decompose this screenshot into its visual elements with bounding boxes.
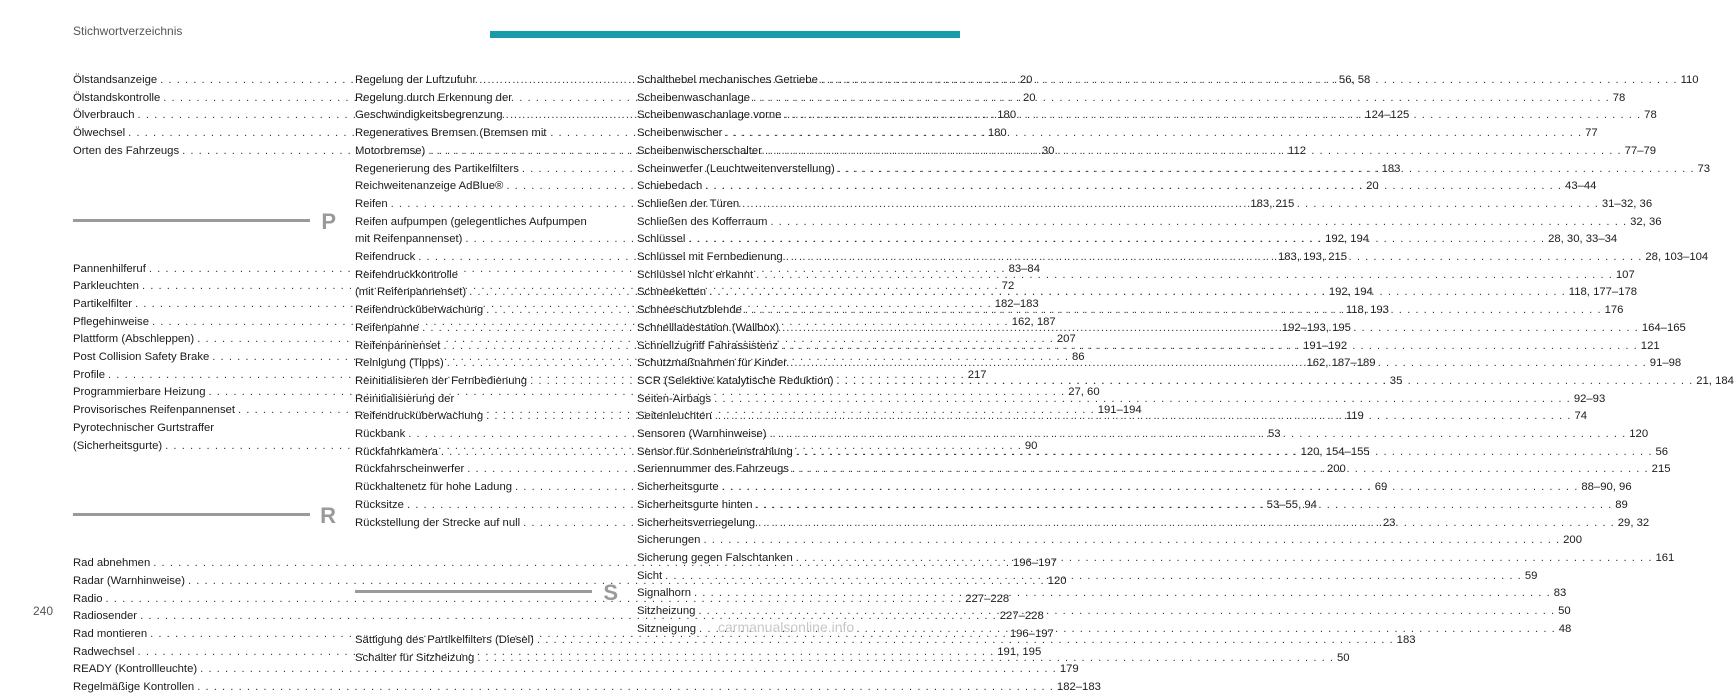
dot-leader — [790, 355, 1647, 373]
index-entry-pages: 73 — [1697, 162, 1711, 175]
index-entry-label: Sättigung des Partikelfilters (Diesel) — [355, 634, 534, 647]
index-entry-pages: 227–228 — [965, 592, 1010, 605]
index-entry-label: Schließen des Kofferraum — [637, 215, 768, 228]
header-accent-bar — [490, 31, 960, 38]
dot-leader — [786, 249, 1643, 267]
index-entry-label: Reifenpannenset — [355, 339, 441, 352]
index-entry-pages: 78 — [1612, 91, 1626, 104]
index-entry-pages: 183, 193, 215 — [1277, 251, 1348, 264]
index-entry-pages: 200 — [1326, 463, 1346, 476]
index-entry-label: Rad abnehmen — [73, 557, 151, 570]
index-entry-pages: 164–165 — [1641, 321, 1686, 334]
section-letter-heading — [355, 568, 618, 632]
dot-leader — [694, 585, 1551, 603]
dot-leader — [477, 650, 1334, 668]
dot-leader — [197, 679, 1054, 697]
index-entry-pages: 90 — [1024, 439, 1038, 452]
index-entry-pages: 53–55, 94 — [1266, 498, 1317, 511]
watermark: carmanualsonline.info — [718, 619, 855, 635]
index-entry-label: Sicherheitsgurte — [637, 481, 719, 494]
index-entry-pages: 182–183 — [994, 297, 1039, 310]
index-entry-label: Schlüssel — [637, 233, 686, 246]
index-entry-label: Profile — [73, 368, 106, 381]
index-entry-label: Rücksitze — [355, 498, 404, 511]
index-entry-pages: 107 — [1615, 268, 1635, 281]
index-entry-label: Schneeschutzblende — [637, 304, 742, 317]
dot-leader — [742, 196, 1599, 214]
index-entry-pages: 50 — [1337, 651, 1350, 664]
index-entry-label: Scheibenwischerschalter — [637, 144, 762, 157]
index-entry-pages: 215 — [1651, 463, 1671, 476]
index-entry-label: Radiosender — [73, 610, 138, 623]
index-entry-pages: 21, 184 — [1696, 374, 1734, 387]
index-entry-label: (Sicherheitsgurte) — [73, 439, 163, 452]
index-entry-pages: 120 — [1629, 428, 1649, 441]
index-entry-pages: 30 — [1041, 144, 1055, 157]
index-entry-pages: 27, 60 — [1068, 386, 1100, 399]
index-entry-label: Schließen der Türen — [637, 197, 740, 210]
index-entry-pages: 83 — [1553, 587, 1567, 600]
index-entry-label: Reifendrucküberwachung — [355, 410, 484, 423]
section-letter: P — [321, 208, 336, 234]
dot-leader — [821, 72, 1678, 90]
index-entry-label: READY (Kontrollleuchte) — [73, 663, 198, 676]
index-entry-pages: 69 — [1374, 481, 1388, 494]
index-entry-label: Radar (Warnhinweise) — [73, 574, 185, 587]
dot-leader — [722, 479, 1579, 497]
index-entry-pages: 88–90, 96 — [1581, 481, 1632, 494]
index-entry-label: Schlüssel mit Fernbedienung — [637, 251, 783, 264]
index-entry-label: Geschwindigkeitsbegrenzung — [355, 109, 503, 122]
section-spacer — [355, 532, 618, 568]
index-entry-label: Schutzmaßnahmen für Kinder — [637, 357, 788, 370]
dot-leader — [756, 497, 1613, 515]
index-entry-label: Rad montieren — [73, 628, 148, 641]
index-entry-label: Seitenleuchten — [637, 410, 712, 423]
index-entry-label: Schlüssel nicht erkannt — [637, 268, 754, 281]
page-number: 240 — [33, 604, 54, 618]
index-entry-label: Seriennummer des Fahrzeugs — [637, 463, 789, 476]
dot-leader — [714, 391, 1571, 409]
index-entry — [637, 532, 1582, 550]
index-entry-pages: 196–197 — [1009, 628, 1054, 641]
index-entry-pages: 20 — [1022, 91, 1036, 104]
index-entry-text-line: Reifen aufpumpen (gelegentliches Aufpumpen — [355, 215, 587, 228]
dot-leader — [770, 214, 1627, 232]
dot-leader — [781, 338, 1638, 356]
dot-leader — [745, 302, 1602, 320]
index-entry-pages: 77 — [1585, 127, 1598, 140]
index-entry-pages: 53 — [1267, 428, 1281, 441]
dot-leader — [753, 90, 1610, 108]
index-entry-pages: 23 — [1382, 516, 1396, 529]
section-divider — [355, 590, 592, 593]
index-entry-pages: 89 — [1615, 498, 1628, 511]
index-entry-pages: 118, 177–178 — [1568, 286, 1638, 299]
dot-leader — [837, 373, 1694, 391]
index-entry-pages: 176 — [1604, 304, 1624, 317]
index-entry-pages: 183, 215 — [1250, 197, 1295, 210]
index-entry-pages: 180 — [997, 109, 1017, 122]
index-entry-pages: 29, 32 — [1617, 516, 1650, 529]
index-entry-label: Ölstandskontrolle — [73, 91, 161, 104]
index-entry-label: Schnellladestation (Wallbox) — [637, 321, 780, 334]
index-entry-line — [637, 214, 1662, 232]
index-entry-pages: 35 — [1389, 374, 1403, 387]
index-entry-label: Sicht — [637, 569, 663, 582]
index-entry-pages: 207 — [1056, 333, 1076, 346]
index-entry-label: Regelung der Luftzufuhr — [355, 74, 477, 86]
index-entry-label: Signalhorn — [637, 587, 692, 600]
index-entry-label: Scheibenwaschanlage — [637, 91, 751, 104]
index-entry-label: Reichweitenanzeige AdBlue® — [355, 180, 504, 193]
index-entry-label: Radwechsel — [73, 645, 135, 658]
dot-leader — [784, 107, 1641, 125]
index-entry-pages: 162, 187–189 — [1306, 357, 1376, 370]
index-entry-pages: 110 — [1680, 74, 1699, 86]
index-entry-label: Rückfahrscheinwerfer — [355, 463, 465, 476]
index-entry-label: Sicherungen — [637, 534, 701, 547]
index-entry-label: Motorbremse) — [355, 144, 426, 157]
index-entry-label: mit Reifenpannenset) — [355, 233, 463, 246]
index-entry-label: Sicherheitsgurte hinten — [637, 498, 753, 511]
index-entry-pages: 20 — [1366, 180, 1379, 193]
index-entry — [73, 679, 1101, 697]
index-entry-label: Rückbank — [355, 428, 406, 441]
index-entry-label: Scheinwerfer (Leuchtweitenverstellung) — [637, 162, 835, 175]
index-entry-pages: 92–93 — [1573, 392, 1606, 405]
index-entry-pages: 120, 154–155 — [1300, 445, 1370, 458]
index-entry-label: Scheibenwaschanlage vorne — [637, 109, 782, 122]
index-entry-label: Regelmäßige Kontrollen — [73, 681, 195, 694]
index-entry-pages: 20 — [1019, 74, 1033, 86]
index-entry-label: Reifen — [355, 197, 388, 210]
index-entry-pages: 86 — [1071, 351, 1085, 364]
index-entry-pages: 50 — [1558, 605, 1571, 618]
index-entry-label: Schalthebel mechanisches Getriebe — [637, 74, 818, 86]
index-entry-label: Sitzneigung — [637, 622, 697, 635]
index-entry-label: Seiten-Airbags — [637, 392, 712, 405]
index-entry-label: Parkleuchten — [73, 280, 139, 293]
index-entry-pages: 191–194 — [1097, 404, 1142, 417]
index-entry-text-line: Pyrotechnischer Gurtstraffer — [73, 421, 215, 434]
index-entry-pages: 182–183 — [1056, 681, 1101, 694]
index-entry-line — [73, 679, 1101, 697]
index-entry-label: Sitzheizung — [637, 605, 696, 618]
section-spacer — [73, 161, 336, 197]
index-entry-pages: 83–84 — [1008, 262, 1040, 275]
index-entry-label: Ölverbrauch — [73, 109, 135, 122]
index-entry-label: Rückstellung der Strecke auf null — [355, 516, 521, 529]
section-divider — [73, 513, 310, 516]
index-entry-line — [73, 661, 1079, 679]
index-entry-label: Pflegehinweise — [73, 315, 149, 328]
dot-leader — [665, 568, 1522, 586]
index-entry-label: Rückhaltenetz für hohe Ladung — [355, 481, 513, 494]
index-entry-pages: 119 — [1345, 410, 1364, 423]
index-entry-label: Schneeketten — [637, 286, 707, 299]
index-entry-label: Schalter für Sitzheizung — [355, 651, 475, 664]
dot-leader — [765, 143, 1622, 161]
index-entry-pages: 32, 36 — [1630, 215, 1662, 228]
index-entry — [73, 661, 1079, 679]
section-letter: S — [603, 580, 618, 606]
dot-leader — [796, 444, 1653, 462]
index-entry-pages: 31–32, 36 — [1601, 197, 1653, 210]
index-entry-label: Pannenhilferuf — [73, 262, 146, 275]
index-entry-text-line: Reifendruckkontrolle — [355, 268, 458, 281]
index-entry-label: Regenerierung des Partikelfilters — [355, 162, 519, 175]
index-entry-pages: 91–98 — [1649, 357, 1682, 370]
index-entry-pages: 56 — [1655, 445, 1669, 458]
dot-leader — [725, 125, 1582, 143]
index-entry-pages: 192, 194 — [1328, 286, 1373, 299]
index-entry-label: Orten des Fahrzeugs — [73, 144, 180, 157]
index-entry-pages: 112 — [1288, 144, 1307, 157]
index-entry-label: Reinigung (Tipps) — [355, 357, 444, 370]
index-entry-pages: 56, 58 — [1338, 74, 1371, 86]
index-entry — [637, 214, 1662, 232]
index-entry-line — [637, 532, 1582, 550]
index-entry-pages: 200 — [1563, 534, 1582, 547]
index-entry-pages: 28, 30, 33–34 — [1548, 233, 1618, 246]
index-entry-pages: 191–192 — [1303, 339, 1348, 352]
index-entry-label: Reifendruck — [355, 251, 416, 264]
index-entry-label: Sicherung gegen Falschtanken — [637, 551, 793, 564]
index-entry-pages: 192, 194 — [1325, 233, 1370, 246]
index-entry-text-line: Reinitialisierung der — [355, 392, 455, 405]
index-entry-pages: 162, 187 — [1011, 315, 1056, 328]
index-entry-pages: 78 — [1644, 109, 1657, 122]
index-entry-pages: 59 — [1524, 569, 1538, 582]
index-entry-label: Plattform (Abschleppen) — [73, 333, 195, 346]
index-entry-pages: 74 — [1574, 410, 1588, 423]
index-entry-pages: 192–193, 195 — [1281, 321, 1351, 334]
index-entry-pages: 161 — [1655, 551, 1675, 564]
dot-leader — [796, 550, 1653, 568]
index-entry-pages: 124–125 — [1365, 109, 1410, 122]
index-entry-text-line: Regeneratives Bremsen (Bremsen mit — [355, 127, 547, 140]
index-entry-pages: 121 — [1640, 339, 1660, 352]
index-entry-label: Sensor für Sonneneinstrahlung — [637, 445, 793, 458]
dot-leader — [705, 178, 1562, 196]
index-entry-label: Reinitialisieren der Fernbedienung — [355, 374, 528, 387]
index-entry-label: (mit Reifenpannenset) — [355, 286, 467, 299]
dot-leader — [715, 408, 1572, 426]
index-entry-pages: 227–228 — [999, 610, 1044, 623]
index-entry-label: Radio — [73, 592, 103, 605]
index-entry-label: Ölstandsanzeige — [73, 74, 158, 86]
index-entry-pages: 120 — [1047, 574, 1067, 587]
section-letter: R — [320, 503, 336, 529]
index-entry-label: Rückfahrkamera — [355, 445, 438, 458]
page-header-title: Stichwortverzeichnis — [73, 24, 183, 38]
index-entry-label: Partikelfilter — [73, 297, 133, 310]
dot-leader — [770, 426, 1627, 444]
index-entry-label: Reifendrucküberwachung — [355, 304, 484, 317]
index-entry-label: Schnellzugriff Fahrassistenz — [637, 339, 779, 352]
index-entry-label: Provisorisches Reifenpannenset — [73, 404, 236, 417]
dot-leader — [756, 267, 1613, 285]
index-entry-pages: 191, 195 — [997, 645, 1042, 658]
index-entry-pages: 183 — [1381, 162, 1401, 175]
dot-leader — [709, 284, 1566, 302]
index-entry-label: Scheibenwischer — [637, 127, 723, 140]
index-entry-label: Ölwechsel — [73, 127, 126, 140]
index-entry-label: SCR (Selektive katalytische Reduktion) — [637, 374, 834, 387]
index-entry-label: Programmierbare Heizung — [73, 386, 206, 399]
dot-leader — [782, 320, 1639, 338]
index-entry-pages: 48 — [1558, 622, 1572, 635]
index-entry-pages: 43–44 — [1565, 180, 1597, 193]
index-entry-label: Schiebedach — [637, 180, 703, 193]
index-entry-label: Post Collision Safety Brake — [73, 351, 210, 364]
dot-leader — [688, 231, 1545, 249]
index-entry-pages: 72 — [1001, 280, 1015, 293]
index-entry-pages: 77–79 — [1624, 144, 1657, 157]
section-spacer — [73, 455, 336, 491]
index-entry-pages: 183 — [1396, 634, 1416, 647]
dot-leader — [758, 515, 1615, 533]
index-entry-text-line: Regelung durch Erkennung der — [355, 91, 513, 104]
index-entry-pages: 118, 193 — [1345, 304, 1389, 317]
index-entry-label: Reifenpanne — [355, 321, 420, 334]
index-entry-pages: 180 — [987, 127, 1007, 140]
index-entry-pages: 196–197 — [1012, 557, 1057, 570]
section-letter-heading — [73, 491, 336, 555]
index-entry-label: Sensoren (Warnhinweise) — [637, 428, 767, 441]
index-entry-label: Sicherheitsverriegelung — [637, 516, 756, 529]
index-entry-pages: 217 — [967, 368, 987, 381]
dot-leader — [703, 532, 1560, 550]
index-entry-pages: 28, 103–104 — [1645, 251, 1709, 264]
index-entry-pages: 179 — [1059, 663, 1079, 676]
section-letter-heading — [73, 197, 336, 261]
dot-leader — [838, 161, 1695, 179]
section-divider — [73, 219, 310, 222]
dot-leader — [792, 461, 1649, 479]
